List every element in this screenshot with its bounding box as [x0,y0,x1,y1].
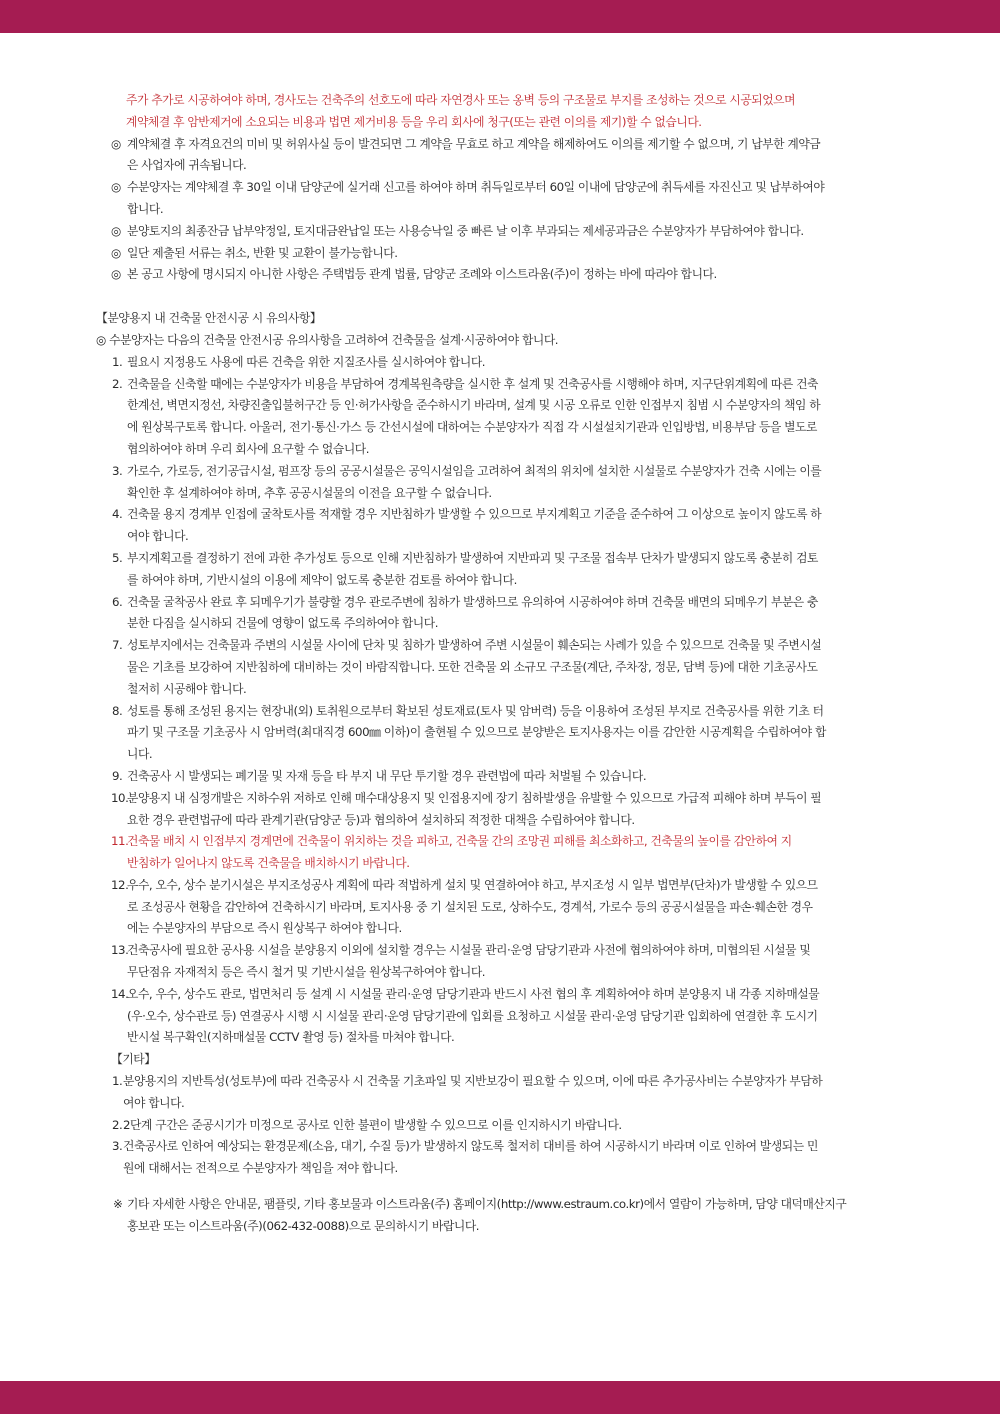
item-number: 10. [111,790,129,805]
safety-item-line: 반침하가 일어나지 않도록 건축물을 배치하시기 바랍니다. [127,856,410,871]
etc-item-line: 여야 합니다. [123,1095,185,1110]
safety-item-first-line: 4. 건축물 용지 경계부 인접에 굴착토사를 적재할 경우 지반침하가 발생할 수 있으므로 부지계획고 기준을 준수하여 그 이상으로 높이지 않도록 하 [0,504,1000,526]
section-lead: ◎ 수분양자는 다음의 건축물 안전시공 유의사항을 고려하여 건축물을 설계·시공하여야 합니다. [96,332,559,347]
bottom-color-band [0,1381,1000,1414]
note-first-line: ◎ 본 공고 사항에 명시되지 아니한 사항은 주택법등 관계 법률, 담양군 조례와 이스트라움(주)이 정하는 바에 따라야 합니다. [0,264,1000,286]
safety-item-line: 협의하여야 하며 우리 회사에 요구할 수 없습니다. [127,441,370,456]
item-number: 2. [112,376,123,391]
safety-item-line: 확인한 후 설계하여야 하며, 추후 공공시설물의 이전을 요구할 수 없습니다. [127,485,492,500]
safety-item-line: 로 조성공사 현황을 감안하여 건축하시기 바라며, 토지사용 중 기 설치된 도로, 상하수도, 경계석, 가로수 등의 공공시설물을 파손·훼손한 경우 [127,899,813,914]
safety-item-first-line: 2. 건축물을 신축할 때에는 수분양자가 비용을 부담하여 경계복원측량을 실시한 후 설계 및 건축공사를 시행해야 하며, 지구단위계획에 따른 건축 [0,374,1000,396]
bullet-mark: ◎ [111,245,121,260]
note-first-line: ◎ 분양토지의 최종잔금 납부약정일, 토지대금완납일 또는 사용승낙일 중 빠른 날 이후 부과되는 제세공과금은 수분양자가 부담하여야 합니다. [0,221,1000,243]
bullet-mark: ◎ [111,180,121,195]
etc-item-first-line: 3. 건축공사로 인하여 예상되는 환경문제(소음, 대기, 수질 등)가 발생하지 않도록 철저히 대비를 하여 시공하시기 바라며 이로 인하여 발생되는 민 [0,1136,1000,1158]
safety-item-line: 철저히 시공해야 합니다. [127,681,247,696]
safety-item-first-line: 12. 우수, 오수, 상수 분기시설은 부지조성공사 계획에 따라 적법하게 설치 및 연결하여야 하고, 부지조성 시 일부 법면부(단차)가 발생할 수 있으므 [0,875,1000,897]
item-number: 11. [111,834,129,849]
item-number: 7. [112,638,123,653]
section-heading-safety: 【분양용지 내 건축물 안전시공 시 유의사항】 [96,311,322,326]
item-number: 3. [112,463,123,478]
safety-item-line: 여야 합니다. [127,529,189,544]
item-number: 4. [112,507,123,522]
etc-item-first-line: 2. 2단계 구간은 준공시기가 미정으로 공사로 인한 불편이 발생할 수 있으므로 이를 인지하시기 바랍니다. [0,1115,1000,1137]
etc-item-first-line: 1. 분양용지의 지반특성(성토부)에 따라 건축공사 시 건축물 기초파일 및 지반보강이 필요할 수 있으며, 이에 따른 추가공사비는 수분양자가 부담하 [0,1071,1000,1093]
safety-item-first-line: 11. 건축물 배치 시 인접부지 경계면에 건축물이 위치하는 것을 피하고, 건축물 간의 조망권 피해를 최소화하고, 건축물의 높이를 감안하여 지 [0,831,1000,853]
footnote-mark: ※ [113,1197,123,1212]
item-number: 5. [112,550,123,565]
top-color-band [0,0,1000,33]
note-first-line: ◎ 일단 제출된 서류는 취소, 반환 및 교환이 불가능합니다. [0,243,1000,265]
safety-item-line: 를 하여야 하며, 기반시설의 이용에 제약이 없도록 충분한 검토를 하여야 합니다. [127,572,517,587]
note-first-line: ◎ 수분양자는 계약체결 후 30일 이내 담양군에 실거래 신고를 하여야 하며 취득일로부터 60일 이내에 담양군에 취득세를 자진신고 및 납부하여야 [0,177,1000,199]
bullet-mark: ◎ [111,136,121,151]
item-number: 8. [112,703,123,718]
safety-item-line: 무단점유 자재적치 등은 즉시 철거 및 기반시설을 원상복구하여야 합니다. [127,965,486,980]
safety-item-line: 분한 다짐을 실시하되 건물에 영향이 없도록 주의하여야 합니다. [127,616,438,631]
safety-item-first-line: 5. 부지계획고를 결정하기 전에 과한 추가성토 등으로 인해 지반침하가 발생하여 지반파괴 및 구조물 접속부 단차가 발생되지 않도록 충분히 검토 [0,548,1000,570]
bullet-mark: ◎ [111,267,121,282]
safety-item-line: 요한 경우 관련법규에 따라 관계기관(담양군 등)과 협의하여 설치하되 적정한 대책을 수립하여야 합니다. [127,812,635,827]
safety-item-first-line: 8. 성토를 통해 조성된 용지는 현장내(외) 토취원으로부터 확보된 성토재료(토사 및 암버력) 등을 이용하여 조성된 부지로 건축공사를 위한 기초 터 [0,701,1000,723]
safety-item-line: (우·오수, 상수관로 등) 연결공사 시행 시 시설물 관리·운영 담당기관에 입회를 요청하고 시설물 관리·운영 담당기관 입회하에 연결한 후 도시기 [127,1008,818,1023]
footnote-line: 홍보관 또는 이스트라움(주)(062-432-0088)으로 문의하시기 바랍니다. [127,1218,480,1233]
safety-item-first-line: 10. 분양용지 내 심정개발은 지하수위 저하로 인해 매수대상용지 및 인접용지에 장기 침하발생을 유발할 수 있으므로 가급적 피해야 하며 부득이 필 [0,788,1000,810]
item-number: 13. [111,943,129,958]
item-number: 1. [112,354,123,369]
safety-item-line: 에 원상복구토록 합니다. 아울러, 전기·통신·가스 등 간선시설에 대하여는 수분양자가 직접 각 시설설치기관과 인입방법, 비용부담 등을 별도로 [127,420,817,435]
item-number: 9. [112,768,123,783]
safety-item-first-line: 3. 가로수, 가로등, 전기공급시설, 펌프장 등의 공공시설물은 공익시설임을 고려하여 최적의 위치에 설치한 시설물로 수분양자가 건축 시에는 이를 [0,461,1000,483]
note-line: 은 사업자에 귀속됩니다. [127,158,247,173]
emphasis-line: 주가 추가로 시공하여야 하며, 경사도는 건축주의 선호도에 따라 자연경사 또는 옹벽 등의 구조물로 부지를 조성하는 것으로 시공되었으며 [126,93,796,107]
emphasis-line: 계약체결 후 암반제거에 소요되는 비용과 법면 제거비용 등을 우리 회사에 청구(또는 관련 이의를 제기)할 수 없습니다. [126,114,702,129]
safety-item-first-line: 1. 필요시 지정용도 사용에 따른 건축을 위한 지질조사를 실시하여야 합니다. [0,352,1000,374]
safety-item-line: 파기 및 구조물 기초공사 시 암버력(최대직경 600㎜ 이하)이 출현될 수 있으므로 분양받은 토지사용자는 이를 감안한 시공계획을 수립하여야 합 [127,725,826,740]
safety-item-line: 니다. [127,747,153,762]
item-number: 14. [111,986,129,1001]
item-number: 12. [111,877,129,892]
footnote-line: ※ 기타 자세한 사항은 안내문, 팸플릿, 기타 홍보물과 이스트라움(주) 홈페이지(http://www.estraum.co.kr)에서 열람이 가능하며, 담양 대덕매산지구 [0,1194,1000,1216]
item-number: 2. [112,1117,123,1132]
safety-item-first-line: 6. 건축물 굴착공사 완료 후 되메우기가 불량할 경우 관로주변에 침하가 발생하므로 유의하여 시공하여야 하며 건축물 배면의 되메우기 부분은 충 [0,592,1000,614]
safety-item-line: 반시설 복구확인(지하매설물 CCTV 촬영 등) 절차를 마쳐야 합니다. [127,1030,455,1045]
item-number: 3. [112,1139,123,1154]
safety-item-line: 한계선, 벽면지정선, 차량진출입불허구간 등 인·허가사항을 준수하시기 바라며, 설계 및 시공 오류로 인한 인접부지 침범 시 수분양자의 책임 하 [127,398,821,413]
safety-item-first-line: 9. 건축공사 시 발생되는 폐기물 및 자재 등을 타 부지 내 무단 투기할 경우 관련법에 따라 처벌될 수 있습니다. [0,766,1000,788]
safety-item-first-line: 13. 건축공사에 필요한 공사용 시설을 분양용지 이외에 설치할 경우는 시설물 관리·운영 담당기관과 사전에 협의하여야 하며, 미협의된 시설물 및 [0,940,1000,962]
safety-item-first-line: 14. 오수, 우수, 상수도 관로, 법면처리 등 설계 시 시설물 관리·운영 담당기관과 반드시 사전 협의 후 계획하여야 하며 분양용지 내 각종 지하매설물 [0,984,1000,1006]
safety-item-line: 물은 기초를 보강하여 지반침하에 대비하는 것이 바람직합니다. 또한 건축물 외 소규모 구조물(계단, 주차장, 정문, 담벽 등)에 대한 기초공사도 [127,659,818,674]
note-line: 합니다. [127,201,164,216]
item-number: 6. [112,594,123,609]
bullet-mark: ◎ [111,223,121,238]
safety-item-first-line: 7. 성토부지에서는 건축물과 주변의 시설물 사이에 단차 및 침하가 발생하여 주변 시설물이 훼손되는 사례가 있을 수 있으므로 건축물 및 주변시설 [0,635,1000,657]
notice-body [0,90,1000,1238]
safety-item-line: 에는 수분양자의 부담으로 즉시 원상복구 하여야 합니다. [127,921,402,936]
section-heading-etc: 【기타】 [111,1052,156,1067]
etc-item-line: 원에 대해서는 전적으로 수분양자가 책임을 져야 합니다. [123,1161,398,1176]
item-number: 1. [112,1074,123,1089]
note-first-line: ◎ 계약체결 후 자격요건의 미비 및 허위사실 등이 발견되면 그 계약을 무효로 하고 계약을 해제하여도 이의를 제기할 수 없으며, 기 납부한 계약금 [0,134,1000,156]
